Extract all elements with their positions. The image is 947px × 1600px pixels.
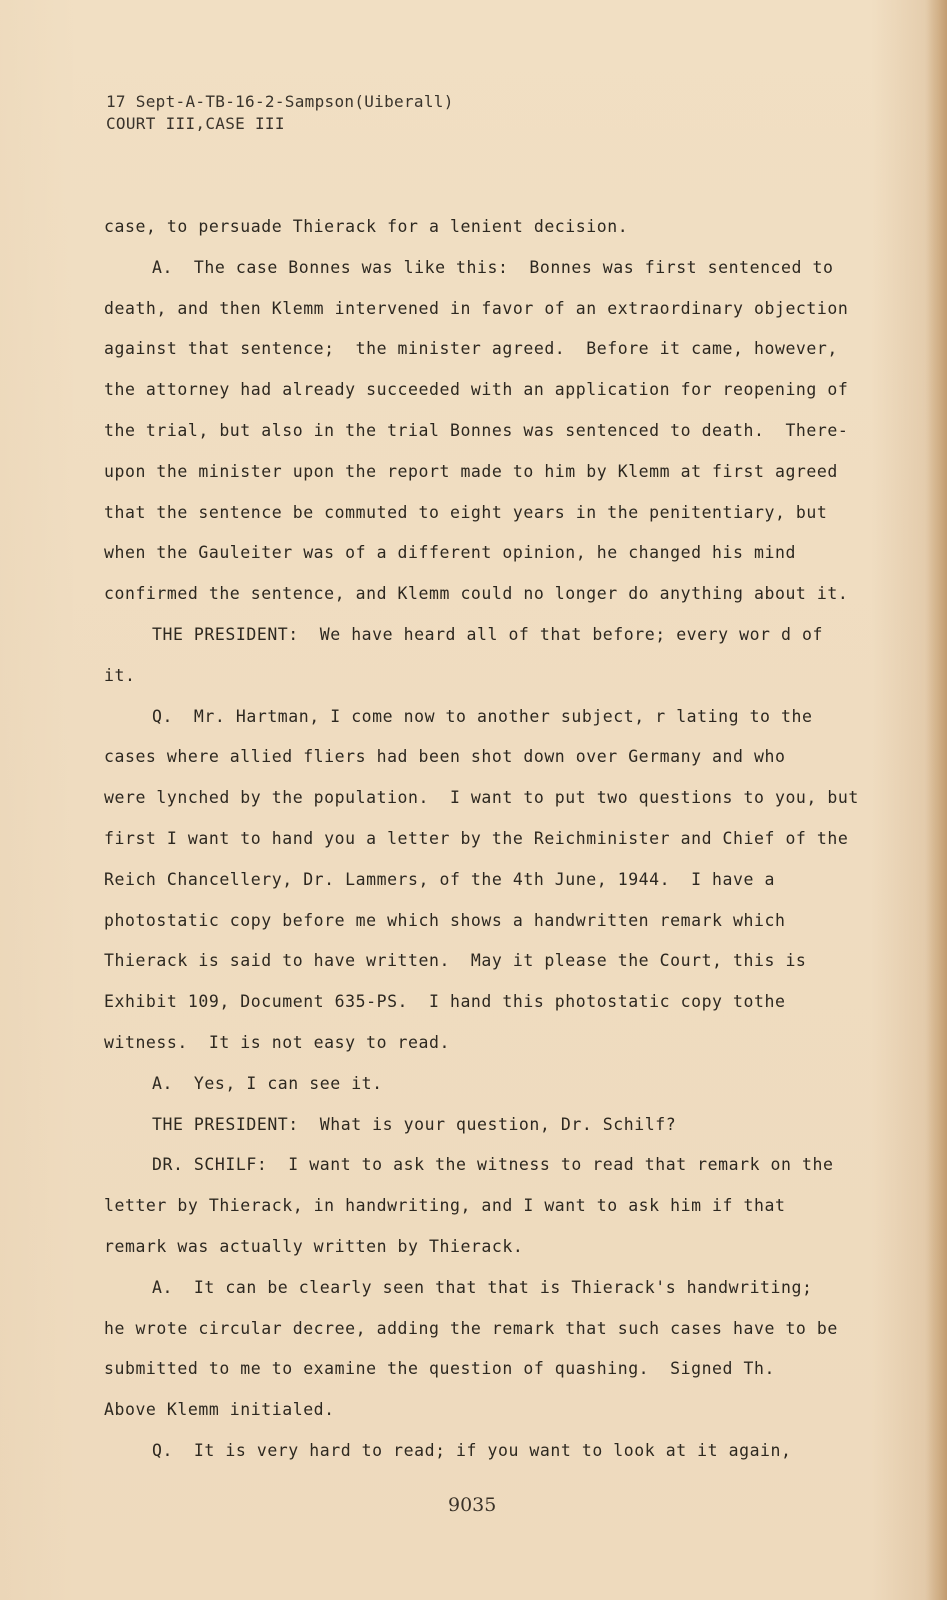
transcript-line: THE PRESIDENT: What is your question, Dr. Schilf? — [152, 1115, 677, 1134]
transcript-line: confirmed the sentence, and Klemm could no longer do anything about it. — [104, 584, 849, 603]
transcript-line: Thierack is said to have written. May it please the Court, this is — [104, 951, 807, 970]
transcript-line: Q. Mr. Hartman, I come now to another subject, r lating to the — [152, 707, 813, 726]
paper-edge — [925, 0, 947, 1600]
transcript-line: submitted to me to examine the question of quashing. Signed Th. — [104, 1359, 775, 1378]
header-reference-line: 17 Sept-A-TB-16-2-Sampson(Uiberall) — [106, 92, 454, 111]
transcript-line: upon the minister upon the report made to him by Klemm at first agreed — [104, 462, 838, 481]
transcript-line: cases where allied fliers had been shot down over Germany and who — [104, 747, 786, 766]
transcript-line: witness. It is not easy to read. — [104, 1033, 450, 1052]
transcript-line: A. The case Bonnes was like this: Bonnes was first sentenced to — [152, 258, 834, 277]
transcript-line: remark was actually written by Thierack. — [104, 1237, 524, 1256]
transcript-line: Above Klemm initialed. — [104, 1400, 335, 1419]
transcript-line: DR. SCHILF: I want to ask the witness to read that remark on the — [152, 1155, 834, 1174]
transcript-line: letter by Thierack, in handwriting, and I want to ask him if that — [104, 1196, 786, 1215]
transcript-line: the attorney had already succeeded with an application for reopening of — [104, 380, 849, 399]
transcript-line: when the Gauleiter was of a different opinion, he changed his mind — [104, 543, 796, 562]
transcript-line: he wrote circular decree, adding the remark that such cases have to be — [104, 1319, 838, 1338]
transcript-line: THE PRESIDENT: We have heard all of that before; every wor d of — [152, 625, 823, 644]
transcript-line: against that sentence; the minister agreed. Before it came, however, — [104, 339, 838, 358]
transcript-line: death, and then Klemm intervened in favor of an extraordinary objection — [104, 299, 849, 318]
transcript-line: Q. It is very hard to read; if you want to look at it again, — [152, 1441, 792, 1460]
transcript-line: it. — [104, 666, 136, 685]
transcript-line: case, to persuade Thierack for a lenient decision. — [104, 217, 629, 236]
transcript-line: were lynched by the population. I want to put two questions to you, but — [104, 788, 859, 807]
transcript-line: Reich Chancellery, Dr. Lammers, of the 4th June, 1944. I have a — [104, 870, 775, 889]
transcript-line: A. It can be clearly seen that that is Thierack's handwriting; — [152, 1278, 813, 1297]
transcript-line: photostatic copy before me which shows a handwritten remark which — [104, 911, 786, 930]
transcript-line: Exhibit 109, Document 635-PS. I hand this photostatic copy tothe — [104, 992, 786, 1011]
page-number: 9035 — [448, 1494, 497, 1516]
transcript-line: the trial, but also in the trial Bonnes was sentenced to death. There- — [104, 421, 849, 440]
header-court-line: COURT III,CASE III — [106, 114, 285, 133]
transcript-line: first I want to hand you a letter by the Reichminister and Chief of the — [104, 829, 849, 848]
transcript-line: A. Yes, I can see it. — [152, 1074, 383, 1093]
transcript-line: that the sentence be commuted to eight years in the penitentiary, but — [104, 503, 828, 522]
